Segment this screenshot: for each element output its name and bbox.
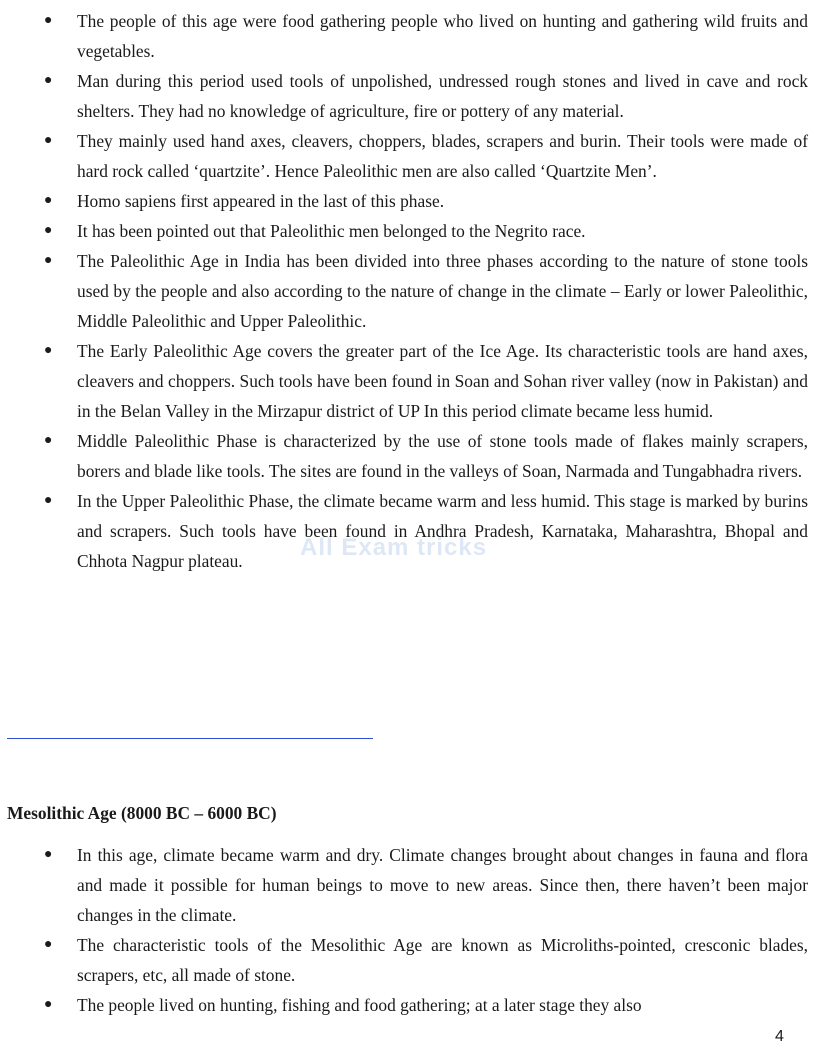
bullet-icon: ●	[44, 433, 53, 448]
list-item-text: The characteristic tools of the Mesolithic Age are known as Microliths-pointed, cresconic blades, scrapers, etc, all made of stone.	[77, 935, 808, 985]
list-item	[0, 186, 808, 216]
list-item	[0, 990, 808, 1020]
list-item-text: The people of this age were food gathering people who lived on hunting and gathering wild fruits and vegetables.	[77, 11, 808, 61]
list-item	[0, 66, 808, 126]
list-item-text: It has been pointed out that Paleolithic men belonged to the Negrito race.	[77, 221, 586, 241]
mesolithic-bullet-list	[0, 840, 808, 1020]
list-item	[0, 126, 808, 186]
bullet-icon: ●	[44, 13, 53, 28]
bullet-icon: ●	[44, 997, 53, 1012]
page-number: 4	[775, 1028, 784, 1045]
list-item	[0, 930, 808, 990]
list-item	[0, 6, 808, 66]
bullet-icon: ●	[44, 73, 53, 88]
section-divider	[7, 738, 373, 739]
list-item-text: Man during this period used tools of unpolished, undressed rough stones and lived in cave and rock shelters. They had no knowledge of agriculture, fire or pottery of any material.	[77, 71, 808, 121]
list-item	[0, 246, 808, 336]
list-item	[0, 486, 808, 576]
section-heading: Mesolithic Age (8000 BC – 6000 BC)	[7, 803, 277, 823]
bullet-icon: ●	[44, 253, 53, 268]
list-item-text: They mainly used hand axes, cleavers, choppers, blades, scrapers and burin. Their tools were made of hard rock called ‘quartzite’. Hence Paleolithic men are also called ‘Quartzite Men’.	[77, 131, 808, 181]
list-item-text: Homo sapiens first appeared in the last of this phase.	[77, 191, 445, 211]
list-item	[0, 426, 808, 486]
list-item-text: In this age, climate became warm and dry. Climate changes brought about changes in fauna and flora and made it possible for human beings to move to new areas. Since then, there haven’t been major changes in the climate.	[77, 845, 808, 925]
list-item	[0, 216, 808, 246]
watermark-text: All Exam tricks	[300, 534, 488, 561]
list-item-text: The people lived on hunting, fishing and food gathering; at a later stage they also	[77, 995, 642, 1015]
list-item	[0, 840, 808, 930]
bullet-icon: ●	[44, 493, 53, 508]
list-item-text: In the Upper Paleolithic Phase, the climate became warm and less humid. This stage is marked by burins and scrapers. Such tools have been found in Andhra Pradesh, Karnataka, Maharashtra, Bhopal and Chhota Nagpur plateau.	[77, 491, 808, 571]
list-item-text: The Early Paleolithic Age covers the greater part of the Ice Age. Its characteristic tools are hand axes, cleavers and choppers. Such tools have been found in Soan and Sohan river valley (now in Pakistan) and in the Belan Valley in the Mirzapur district of UP In this period climate became less humid.	[77, 341, 808, 421]
list-item-text: The Paleolithic Age in India has been divided into three phases according to the nature of stone tools used by the people and also according to the nature of change in the climate – Early or lower Paleolithic, Middle Paleolithic and Upper Paleolithic.	[77, 251, 808, 331]
bullet-icon: ●	[44, 343, 53, 358]
bullet-icon: ●	[44, 847, 53, 862]
bullet-icon: ●	[44, 937, 53, 952]
bullet-icon: ●	[44, 223, 53, 238]
list-item	[0, 336, 808, 426]
list-item-text: Middle Paleolithic Phase is characterized by the use of stone tools made of flakes mainly scrapers, borers and blade like tools. The sites are found in the valleys of Soan, Narmada and Tungabhadra rivers.	[77, 431, 808, 481]
bullet-icon: ●	[44, 193, 53, 208]
paleolithic-bullet-list	[0, 6, 808, 576]
bullet-icon: ●	[44, 133, 53, 148]
